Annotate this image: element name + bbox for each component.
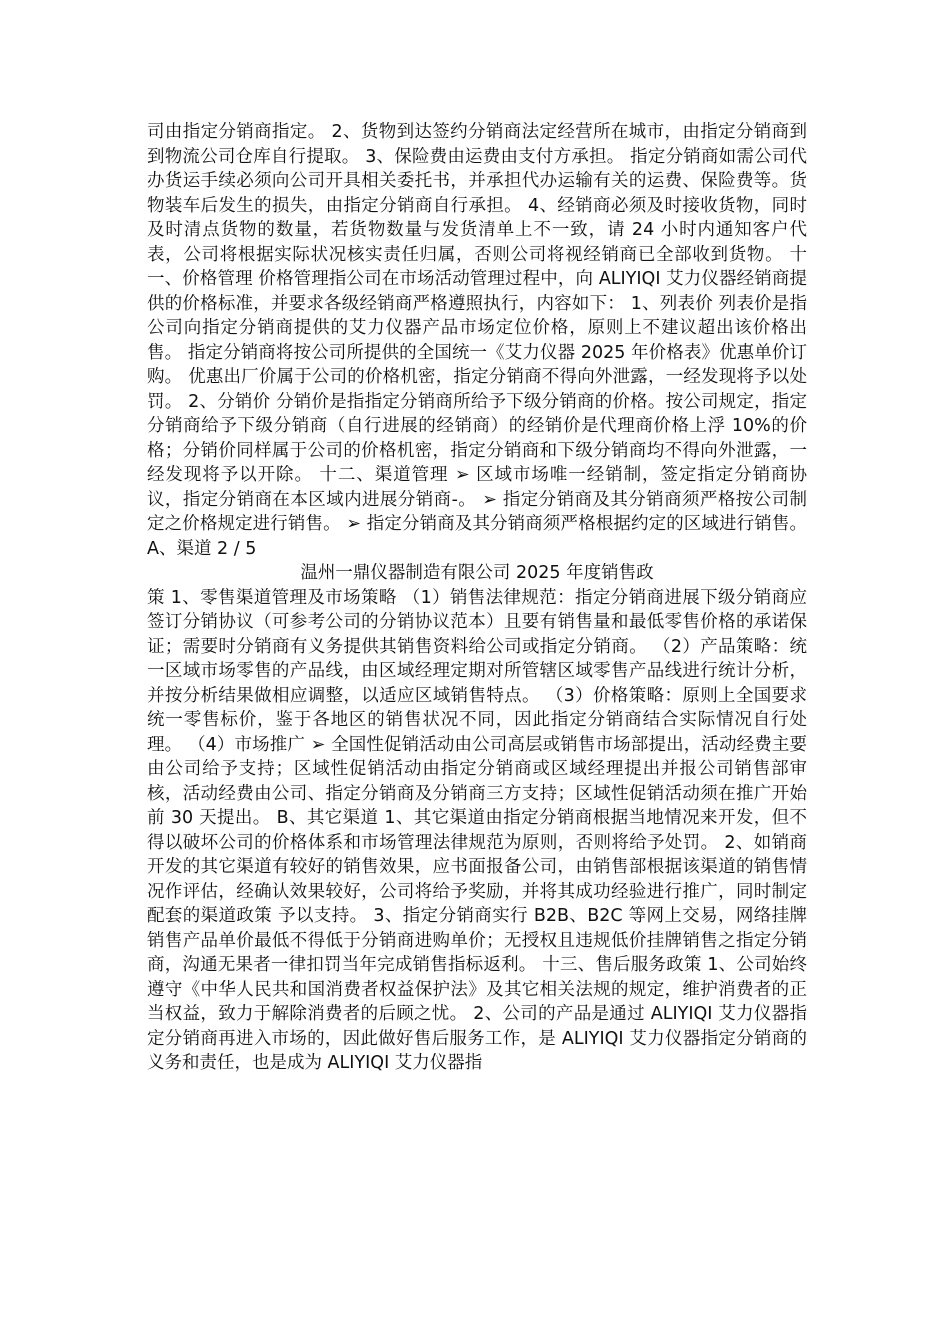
body-paragraph-2: 策 1、零售渠道管理及市场策略 （1）销售法律规范：指定分销商进展下级分销商应签订分销协议（可参考公司的分销协议范本）且要有销售量和最低零售价格的承诺保证；需要时分销商有义务提供其销售资料给公司或指定分销商。 （2）产品策略：统一区域市场零售的产品线，由区域经理定期对所管辖区域零售产品线进行统计分析，并按分析结果做相应调整，以适应区域销售特点。 （3）价格策略：原则上全国要求统一零售标价，鉴于各地区的销售状况不同，因此指定分销商结合实际情况自行处理。 （4）市场推广 ➢ 全国性促销活动由公司高层或销售市场部提出，活动经费主要由公司给予支持；区域性促销活动由指定分销商或区域经理提出并报公司销售部审核，活动经费由公司、指定分销商及分销商三方支持；区域性促销活动须在推广开始前 30 天提出。 B、其它渠道 1、其它渠道由指定分销商根据当地情况来开发，但不得以破坏公司的价格体系和市场管理法律规范为原则，否则将给予处罚。 2、如销商开发的其它渠道有较好的销售效果，应书面报备公司，由销售部根据该渠道的销售情况作评估，经确认效果较好，公司将给予奖励，并将其成功经验进行推广，同时制定配套的渠道政策 予以支持。 3、指定分销商实行 B2B、B2C 等网上交易，网络挂牌销售产品单价最低不得低于分销商进购单价；无授权且违规低价挂牌销售之指定分销商，沟通无果者一律扣罚当年完成销售指标返利。 十三、售后服务政策 1、公司始终遵守《中华人民共和国消费者权益保护法》及其它相关法规的规定，维护消费者的正当权益，致力于解除消费者的后顾之忧。 2、公司的产品是通过 ALIYIQI 艾力仪器指定分销商再进入市场的，因此做好售后服务工作，是 ALIYIQI 艾力仪器指定分销商的义务和责任，也是成为 ALIYIQI 艾力仪器指 bbox=[147, 587, 807, 1073]
body-paragraph-1: 司由指定分销商指定。 2、货物到达签约分销商法定经营所在城市，由指定分销商到到物流公司仓库自行提取。 3、保险费由运费由支付方承担。 指定分销商如需公司代办货运手续必须向公司开具相关委托书，并承担代办运输有关的运费、保险费等。货物装车后发生的损失，由指定分销商自行承担。 4、经销商必须及时接收货物，同时及时清点货物的数量，若货物数量与发货清单上不一致，请 24 小时内通知客户代表，公司将根据实际状况核实责任归属，否则公司将视经销商已全部收到货物。 十一、价格管理 价格管理指公司在市场活动管理过程中，向 ALIYIQI 艾力仪器经销商提供的价格标准，并要求各级经销商严格遵照执行，内容如下： 1、列表价 列表价是指公司向指定分销商提供的艾力仪器产品市场定位价格，原则上不建议超出该价格出售。 指定分销商将按公司所提供的全国统一《艾力仪器 2025 年价格表》优惠单价订购。 优惠出厂价属于公司的价格机密，指定分销商不得向外泄露，一经发现将予以处罚。 2、分销价 分销价是指指定分销商所给予下级分销商的价格。按公司规定，指定分销商给予下级分销商（自行进展的经销商）的经销价是代理商价格上浮 10%的价格；分销价同样属于公司的价格机密，指定分销商和下级分销商均不得向外泄露，一经发现将予以开除。 十二、渠道管理 ➢ 区域市场唯一经销制，签定指定分销商协议，指定分销商在本区域内进展分销商-。 ➢ 指定分销商及其分销商须严格按公司制定之价格规定进行销售。 ➢ 指定分销商及其分销商须严格根据约定的区域进行销售。 A、渠道 2 / 5 bbox=[147, 122, 807, 559]
center-heading: 温州一鼎仪器制造有限公司 2025 年度销售政 bbox=[300, 563, 654, 583]
document-body bbox=[147, 120, 807, 1076]
